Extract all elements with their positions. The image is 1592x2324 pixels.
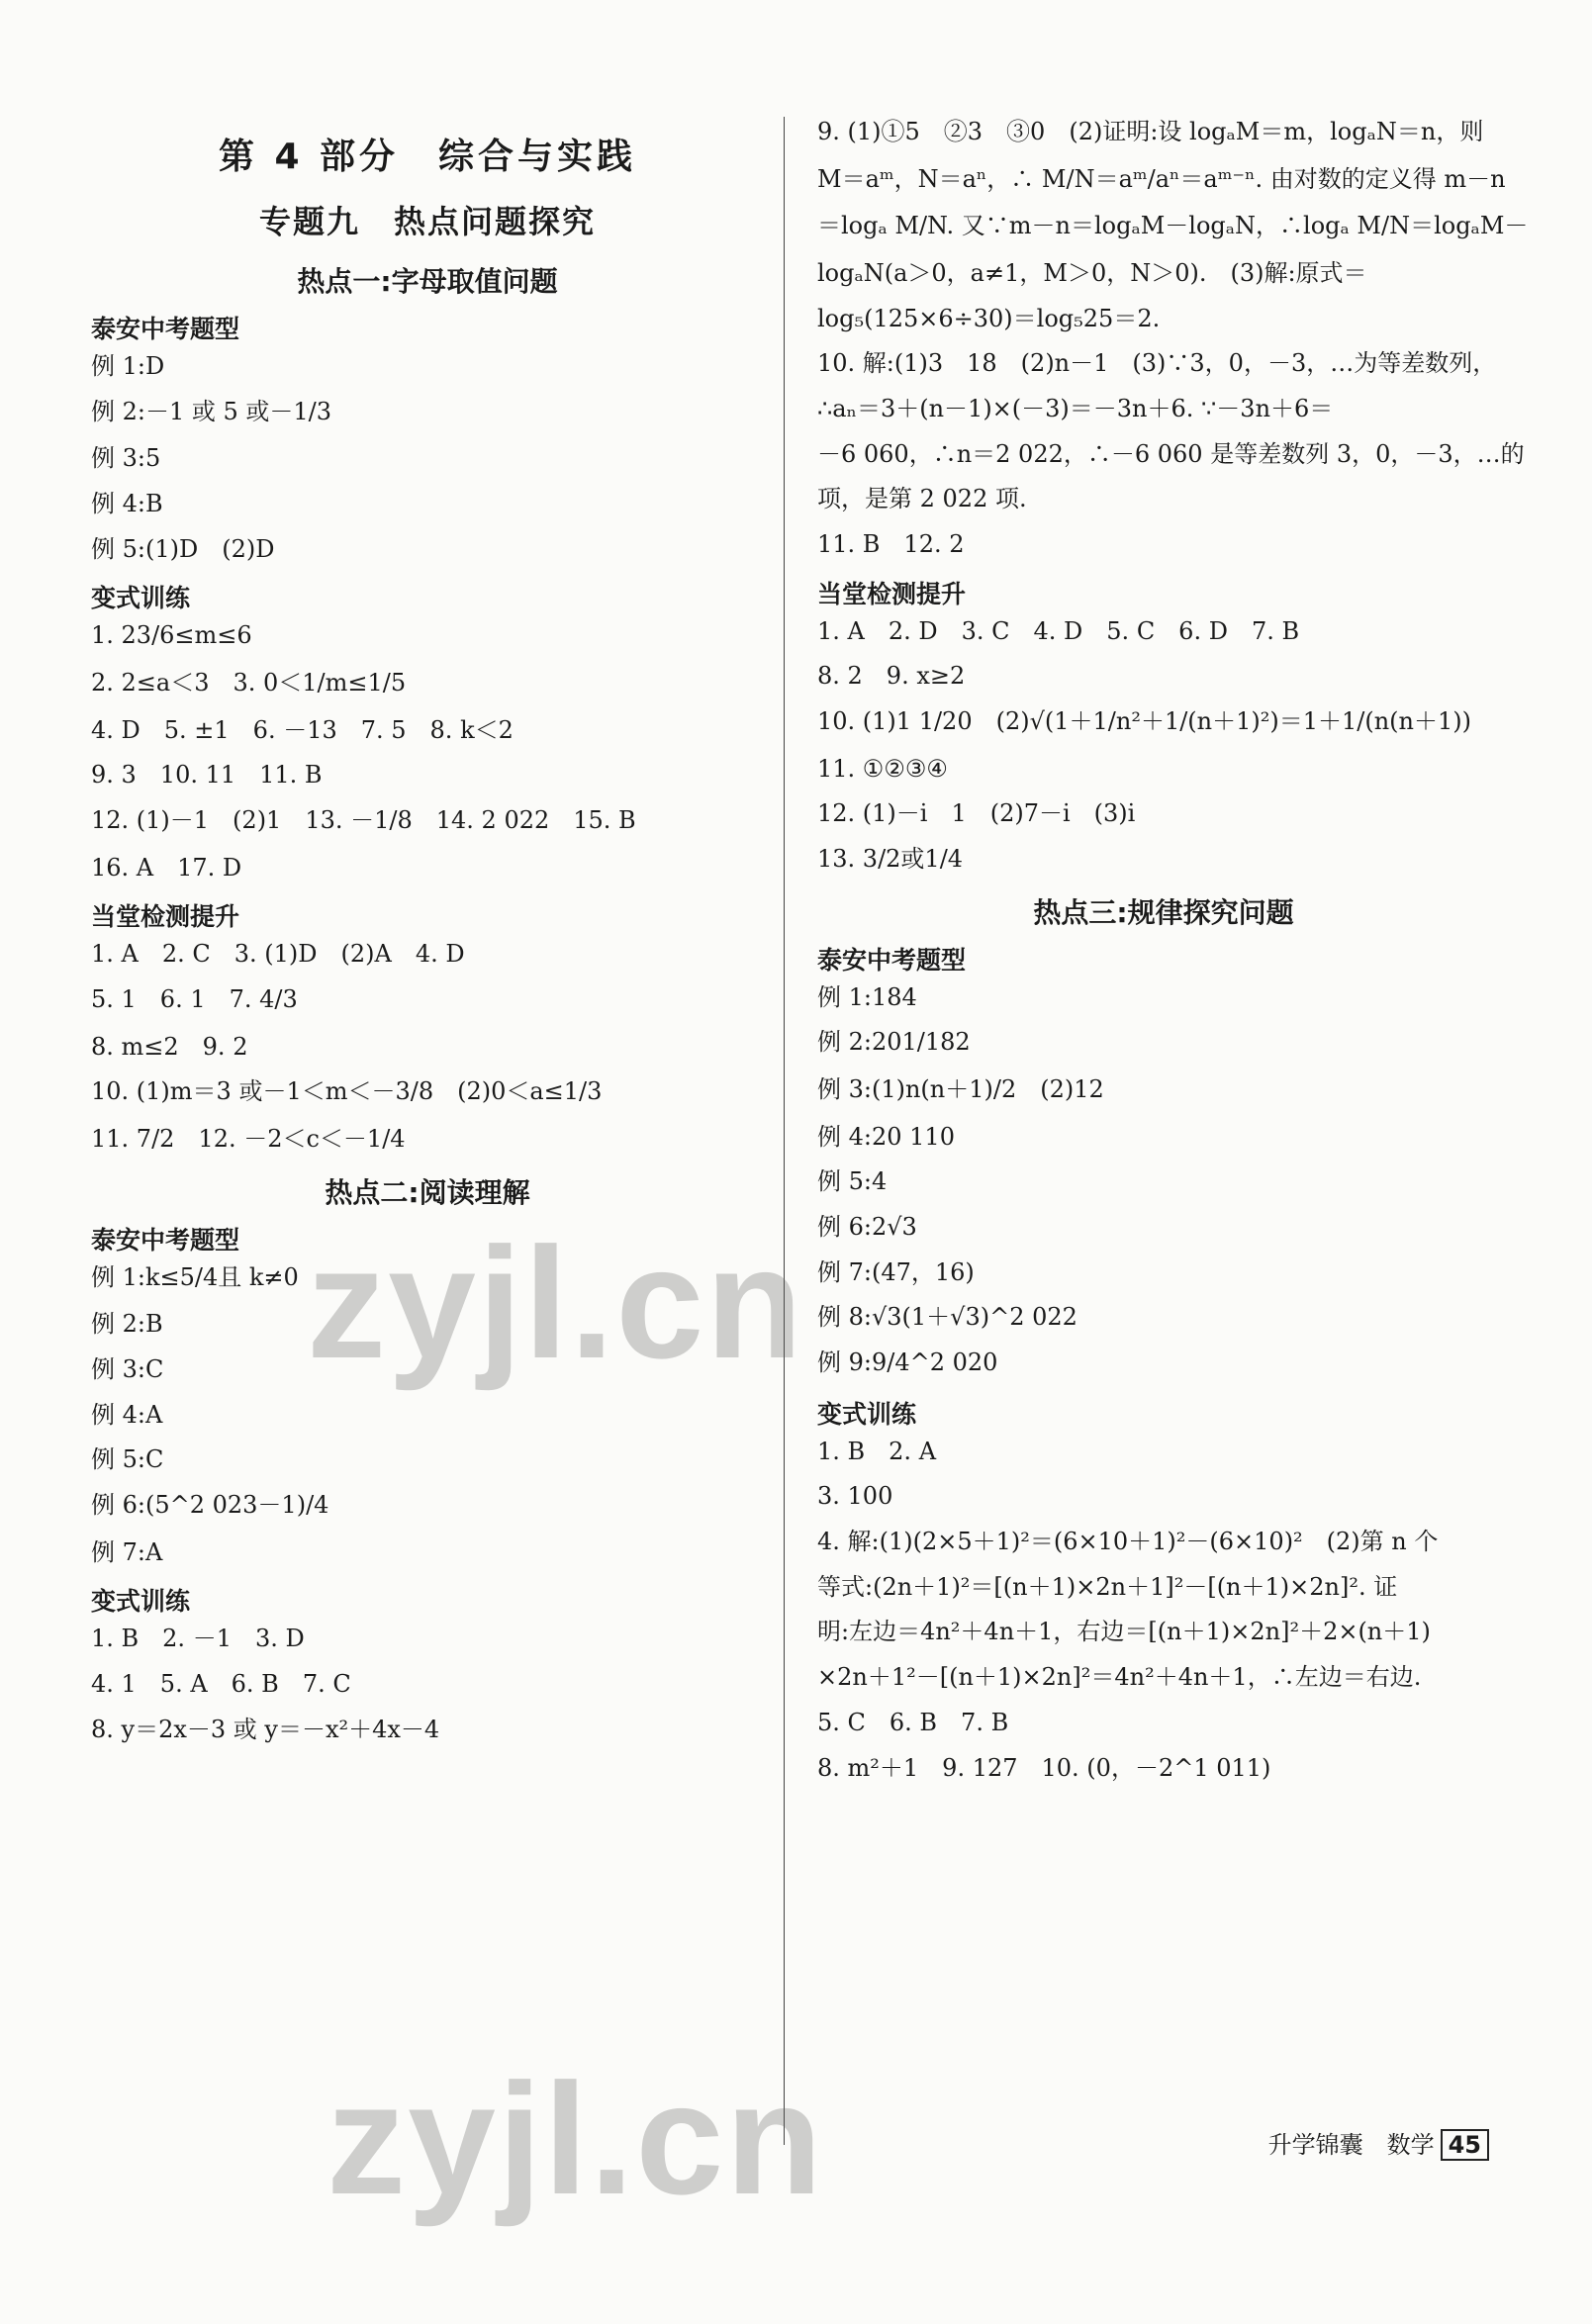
answer-line: 8. 2 9. x≥2 [817,662,966,691]
answer-line: 5. 1 6. 1 7. 4/3 [91,985,298,1014]
hot-topic-3-title: 热点三:规律探究问题 [1033,895,1294,929]
answer-line: 例 4:B [91,490,163,518]
answer-line: ＝logₐ M/N. 又∵m－n＝logₐM－logₐN，∴logₐ M/N＝logₐM－ [817,212,1529,240]
right-column [817,117,1529,1798]
answer-line: 例 2:－1 或 5 或－1/3 [91,397,332,425]
answer-line: 11. B 12. 2 [817,530,965,559]
answer-line: 16. A 17. D [91,853,242,882]
answer-line: 11. 7/2 12. －2＜c＜－1/4 [91,1125,406,1154]
answer-line: 例 1:k≤5/4且 k≠0 [91,1262,299,1291]
answer-line: 2. 2≤a＜3 3. 0＜1/m≤1/5 [91,669,407,697]
answer-line: 例 3:5 [91,444,161,473]
hot-topic-2-title: 热点二:阅读理解 [325,1175,530,1209]
answer-line: 例 3:(1)n(n＋1)/2 (2)12 [817,1075,1104,1104]
answer-line: 明:左边＝4n²＋4n＋1，右边＝[(n＋1)×2n]²＋2×(n＋1) [817,1618,1431,1646]
page-number: 45 [1441,2129,1489,2161]
watermark: zyjl.cn [307,1214,805,1391]
section-heading: 当堂检测提升 [817,579,967,608]
column-divider [784,117,785,2145]
answer-line: 9. (1)①5 ②3 ③0 (2)证明:设 logₐM＝m，logₐN＝n，则 [817,118,1484,145]
answer-line: 1. B 2. A [817,1437,937,1465]
answer-line: logₐN(a＞0，a≠1，M＞0，N＞0). (3)解:原式＝ [817,259,1367,288]
section-heading: 泰安中考题型 [91,315,240,343]
answer-line: 1. A 2. D 3. C 4. D 5. C 6. D 7. B [817,616,1300,645]
answer-line: 例 6:(5^2 023－1)/4 [91,1491,329,1520]
answer-line: 例 4:20 110 [817,1122,955,1151]
answer-line: 11. ①②③④ [817,754,948,783]
answer-line: 例 9:9/4^2 020 [817,1348,998,1377]
answer-line: 例 1:184 [817,982,917,1011]
answer-line: 10. (1)m＝3 或－1＜m＜－3/8 (2)0＜a≤1/3 [91,1077,603,1106]
answer-line: 例 5:(1)D (2)D [91,534,275,563]
topic-title: 专题九 热点问题探究 [258,203,596,240]
answer-line: 8. m≤2 9. 2 [91,1032,248,1061]
answer-line: 1. A 2. C 3. (1)D (2)A 4. D [91,940,465,969]
answer-line: M＝aᵐ，N＝aⁿ，∴ M/N＝aᵐ/aⁿ＝aᵐ⁻ⁿ. 由对数的定义得 m－n [817,164,1506,193]
answer-line: 8. y＝2x－3 或 y＝－x²＋4x－4 [91,1715,440,1743]
answer-line: 12. (1)－i 1 (2)7－i (3)i [817,799,1136,828]
section-heading: 泰安中考题型 [817,945,967,975]
answer-line: ×2n＋1²－[(n＋1)×2n]²＝4n²＋4n＋1，∴左边＝右边. [817,1663,1422,1692]
answer-line: 例 2:B [91,1310,163,1339]
answer-line: 13. 3/2或1/4 [817,845,964,874]
answer-line: 10. (1)1 1/20 (2)√(1＋1/n²＋1/(n＋1)²)＝1＋1/(n(n＋1)) [817,707,1471,736]
answer-line: 例 7:(47，16) [817,1257,975,1286]
answer-line: －6 060，∴n＝2 022，∴－6 060 是等差数列 3，0，－3，…的 [817,439,1525,468]
answer-line: 例 6:2√3 [817,1213,917,1242]
answer-line: 1. B 2. －1 3. D [91,1625,305,1653]
answer-line: 8. m²＋1 9. 127 10. (0，－2^1 011) [817,1753,1271,1782]
section-heading: 当堂检测提升 [91,902,240,932]
watermark: zyjl.cn [327,2050,825,2227]
answer-line: 4. 解:(1)(2×5＋1)²＝(6×10＋1)²－(6×10)² (2)第 n 个 [817,1528,1439,1556]
answer-line: 5. C 6. B 7. B [817,1708,1009,1736]
answer-line: 例 2:201/182 [817,1028,971,1057]
answer-line: 9. 3 10. 11 11. B [91,761,323,790]
book-name: 升学锦囊 数学 [1267,2131,1435,2159]
answer-line: 4. D 5. ±1 6. －13 7. 5 8. k＜2 [91,715,514,744]
page-footer [1268,2125,1489,2161]
answer-line: 例 7:A [91,1537,163,1566]
answer-line: log₅(125×6÷30)＝log₅25＝2. [817,304,1161,332]
answer-line: 等式:(2n＋1)²＝[(n＋1)×2n＋1]²－[(n＋1)×2n]². 证 [817,1572,1398,1601]
hot-topic-1-title: 热点一:字母取值问题 [297,265,558,298]
answer-line: 1. 23/6≤m≤6 [91,621,252,650]
answer-line: 例 3:C [91,1355,164,1384]
answer-line: 例 1:D [91,352,165,380]
answer-line: ∴aₙ＝3＋(n－1)×(－3)＝－3n＋6. ∵－3n＋6＝ [817,395,1334,423]
part-title: 第 4 部分 综合与实践 [218,137,637,177]
section-heading: 变式训练 [91,1587,191,1617]
left-column [91,117,764,1759]
answer-line: 10. 解:(1)3 18 (2)n－1 (3)∵3，0，－3，…为等差数列， [817,349,1497,378]
section-heading: 变式训练 [91,584,191,613]
answer-line: 3. 100 [817,1482,893,1511]
section-heading: 泰安中考题型 [91,1225,240,1255]
section-heading: 变式训练 [817,1399,917,1429]
answer-line: 12. (1)－1 (2)1 13. －1/8 14. 2 022 15. B [91,806,636,835]
answer-line: 例 8:√3(1＋√3)^2 022 [817,1303,1077,1332]
answer-line: 例 4:A [91,1400,163,1429]
answer-line: 例 5:C [91,1445,164,1474]
answer-line: 4. 1 5. A 6. B 7. C [91,1670,351,1699]
answer-line: 项，是第 2 022 项. [817,485,1027,513]
answer-line: 例 5:4 [817,1167,888,1196]
